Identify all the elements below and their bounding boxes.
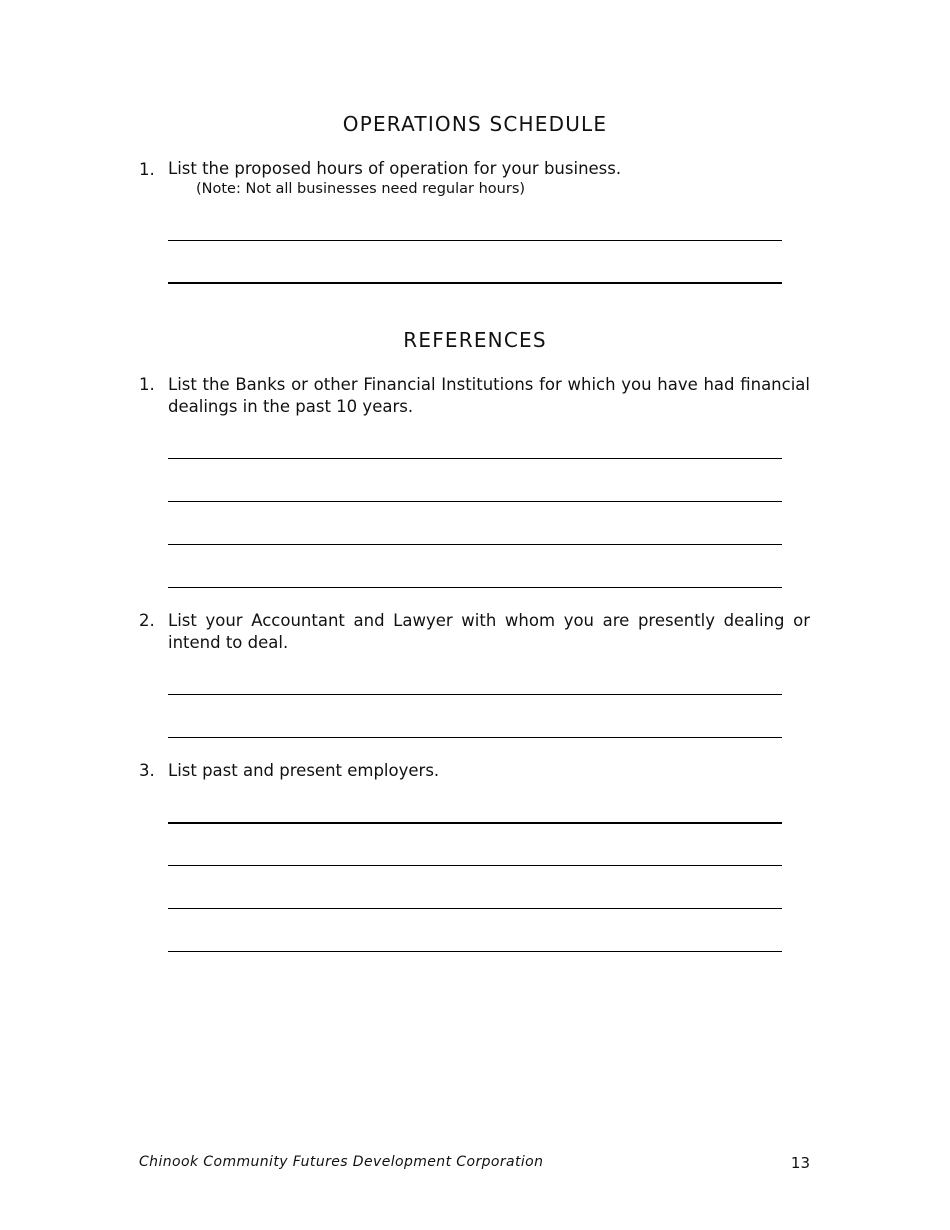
hours-answer-line-2[interactable]	[168, 282, 782, 284]
banks-answer-line-2[interactable]	[168, 501, 782, 502]
page-number: 13	[790, 1154, 810, 1172]
references-question-2-text: List your Accountant and Lawyer with whom you are presently dealing or intend to deal.	[168, 611, 810, 652]
operations-question-1-number: 1.	[139, 160, 155, 179]
banks-answer-line-3[interactable]	[168, 544, 782, 545]
footer-organization: Chinook Community Futures Development Corporation	[139, 1154, 544, 1170]
accountant-lawyer-answer-line-2[interactable]	[168, 737, 782, 738]
employers-answer-line-4[interactable]	[168, 951, 782, 952]
employers-answer-line-3[interactable]	[168, 908, 782, 909]
employers-answer-line-2[interactable]	[168, 865, 782, 866]
operations-question-1-note: (Note: Not all businesses need regular hours)	[196, 181, 526, 197]
references-question-1-number: 1.	[139, 375, 155, 394]
banks-answer-line-4[interactable]	[168, 587, 782, 588]
banks-answer-line-1[interactable]	[168, 458, 782, 459]
operations-schedule-heading: OPERATIONS SCHEDULE	[342, 112, 608, 136]
employers-answer-line-1[interactable]	[168, 822, 782, 824]
references-question-1-text: List the Banks or other Financial Institutions for which you have had financial dealings in the past 10 years.	[168, 375, 810, 416]
references-question-3-text: List past and present employers.	[168, 761, 440, 780]
hours-answer-line-1[interactable]	[168, 240, 782, 241]
references-heading: REFERENCES	[403, 328, 547, 352]
references-question-3-number: 3.	[139, 761, 155, 780]
accountant-lawyer-answer-line-1[interactable]	[168, 694, 782, 695]
references-question-2-number: 2.	[139, 611, 155, 630]
operations-question-1-text: List the proposed hours of operation for your business.	[168, 159, 622, 178]
